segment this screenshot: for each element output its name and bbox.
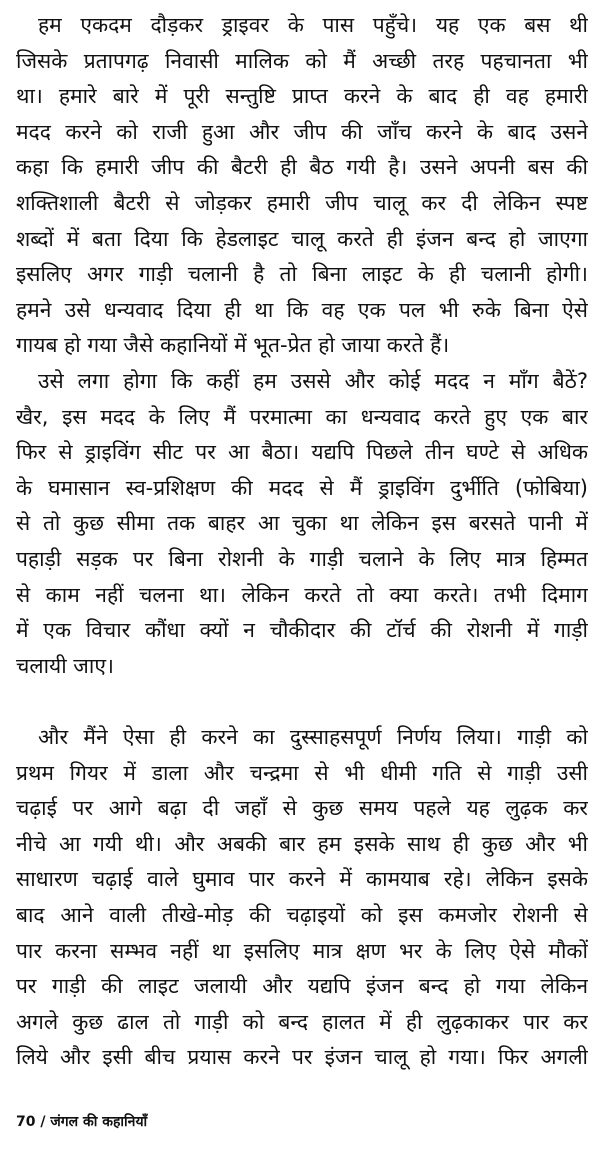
text-line: चलायी जाए। — [16, 653, 114, 678]
paragraph-1 — [16, 8, 588, 364]
text-line: से तो कुछ सीमा तक बाहर आ चुका था लेकिन इस बरसते पानी में — [16, 511, 588, 536]
text-line: प्रथम गियर में डाला और चन्द्रमा से भी धीमी गति से गाड़ी उसी — [16, 760, 588, 785]
text-line: हम एकदम दौड़कर ड्राइवर के पास पहुँचे। यह एक बस थी — [38, 13, 588, 37]
paragraph-2 — [16, 364, 588, 684]
text-line: खैर, इस मदद के लिए मैं परमात्मा का धन्यवाद करते हुए एक बार — [16, 404, 588, 429]
text-line: मदद करने को राजी हुआ और जीप की जाँच करने के बाद उसने — [16, 119, 588, 144]
text-line: उसे लगा होगा कि कहीं हम उससे और कोई मदद न माँग बैठें? — [38, 369, 588, 393]
text-line: पर गाड़ी की लाइट जलायी और यद्यपि इंजन बन्द हो गया लेकिन — [16, 974, 588, 999]
text-line: गायब हो गया जैसे कहानियों में भूत-प्रेत हो जाया करते हैं। — [16, 333, 450, 358]
text-line: कहा कि हमारी जीप की बैटरी ही बैठ गयी है। उसने अपनी बस की — [16, 155, 588, 180]
text-line: पार करना सम्भव नहीं था इसलिए मात्र क्षण भर के लिए ऐसे मौकों — [16, 938, 588, 963]
text-line: अगले कुछ ढाल तो गाड़ी को बन्द हालत में ही लुढ़काकर पार कर — [16, 1009, 588, 1034]
text-line: साधारण चढ़ाई वाले घुमाव पार करने में कामयाब रहे। लेकिन इसके — [16, 867, 588, 892]
text-line: चढ़ाई पर आगे बढ़ा दी जहाँ से कुछ समय पहले यह लुढ़क कर — [16, 796, 588, 821]
text-line: में एक विचार कौंधा क्यों न चौकीदार की टॉर्च की रोशनी में गाड़ी — [16, 618, 588, 643]
text-line: शब्दों में बता दिया कि हेडलाइट चालू करते ही इंजन बन्द हो जाएगा — [16, 226, 588, 251]
text-line: था। हमारे बारे में पूरी सन्तुष्टि प्राप्त करने के बाद ही वह हमारी — [16, 84, 588, 109]
text-line: पहाड़ी सड़क पर बिना रोशनी के गाड़ी चलाने के लिए मात्र हिम्मत — [16, 546, 588, 571]
text-line: और मैंने ऐसा ही करने का दुस्साहसपूर्ण निर्णय लिया। गाड़ी को — [38, 725, 588, 749]
text-line: से काम नहीं चलना था। लेकिन करते तो क्या करते। तभी दिमाग — [16, 582, 588, 607]
text-line: के घमासान स्व-प्रशिक्षण की मदद से मैं ड्राइविंग दुर्भीति (फोबिया) — [16, 475, 588, 500]
paragraph-3 — [16, 720, 588, 1076]
text-line: शक्तिशाली बैटरी से जोड़कर हमारी जीप चालू कर दी लेकिन स्पष्ट — [16, 190, 588, 215]
text-line: बाद आने वाली तीखे-मोड़ की चढ़ाइयों को इस कमजोर रोशनी से — [16, 902, 588, 927]
text-line: लिये और इसी बीच प्रयास करने पर इंजन चालू हो गया। फिर अगली — [16, 1045, 588, 1070]
text-line: फिर से ड्राइविंग सीट पर आ बैठा। यद्यपि पिछले तीन घण्टे से अधिक — [16, 440, 588, 465]
page-footer: 70 / जंगल की कहानियाँ — [16, 1114, 148, 1130]
text-line: इसलिए अगर गाड़ी चलानी है तो बिना लाइट के ही चलानी होगी। — [16, 262, 588, 287]
text-line: हमने उसे धन्यवाद दिया ही था कि वह एक पल भी रुके बिना ऐसे — [16, 297, 588, 322]
text-line: जिसके प्रतापगढ़ निवासी मालिक को मैं अच्छी तरह पहचानता भी — [16, 48, 588, 73]
text-line: नीचे आ गयी थी। और अबकी बार हम इसके साथ ही कुछ और भी — [16, 831, 588, 856]
